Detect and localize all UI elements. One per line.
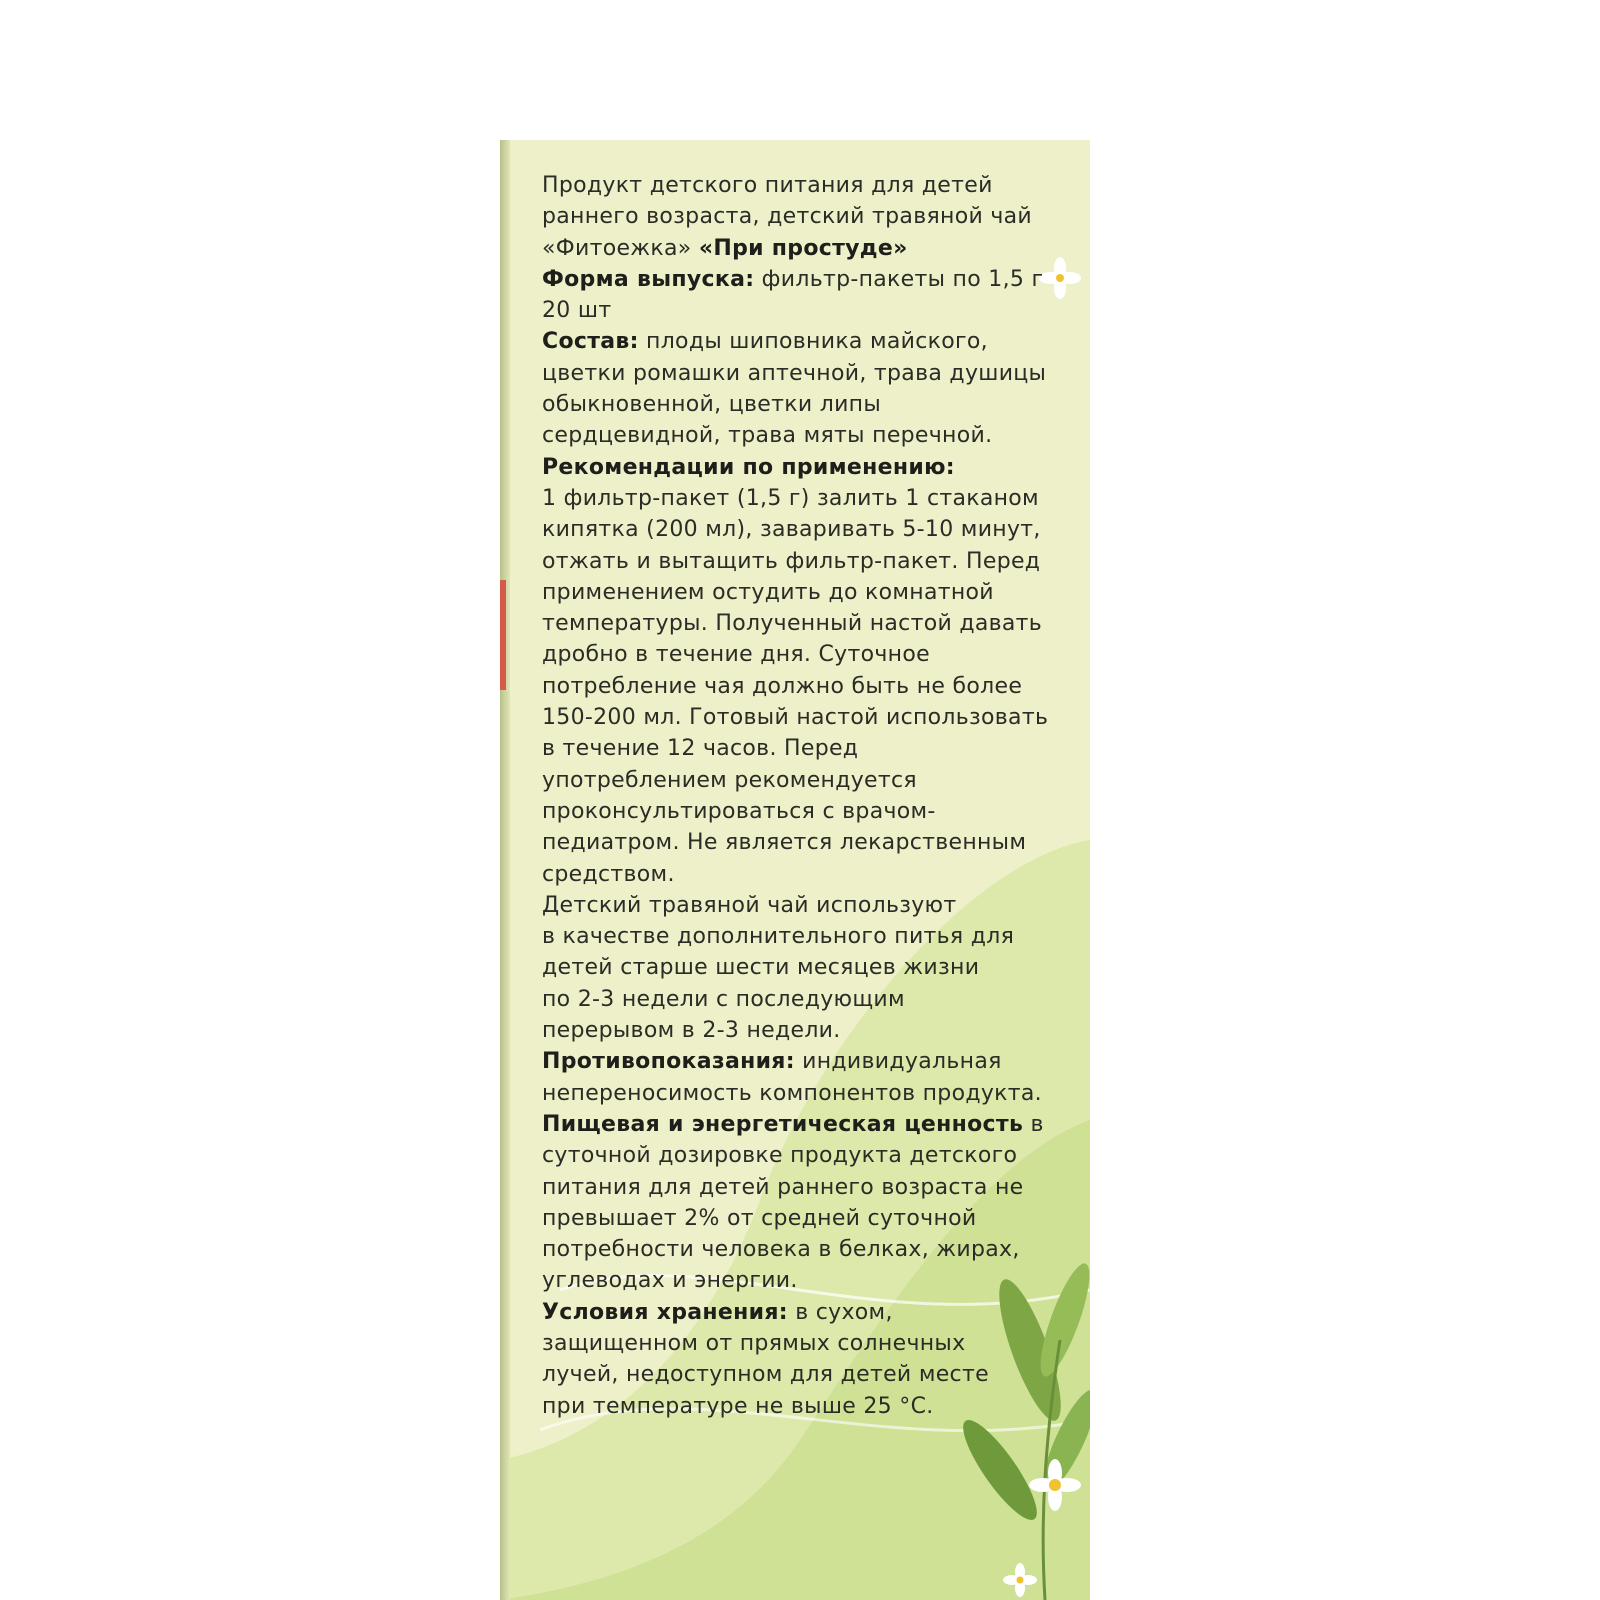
form-value: фильтр-пакеты по 1,5 г xyxy=(761,266,1044,292)
usage-line: в течение 12 часов. Перед xyxy=(542,736,859,762)
usage-label-line xyxy=(542,452,1087,483)
usage-line: потребление чая должно быть не более xyxy=(542,673,1023,699)
title-line: раннего возраста, детский травяной чай xyxy=(542,204,1033,230)
children-line: Детский травяной чай используют xyxy=(542,892,957,918)
storage-value: в сухом, xyxy=(795,1299,893,1325)
product-description-text xyxy=(542,170,1087,1422)
nutrition-line: потребности человека в белках, жирах, xyxy=(542,1237,1020,1263)
nutrition-value: в xyxy=(1030,1111,1044,1137)
form-block xyxy=(542,264,1087,327)
contraindications-block xyxy=(542,1046,1087,1109)
usage-line: отжать и вытащить фильтр-пакет. Перед xyxy=(542,548,1041,574)
usage-line: применением остудить до комнатной xyxy=(542,579,994,605)
composition-block xyxy=(542,326,1087,451)
children-block xyxy=(542,890,1087,1046)
composition-line xyxy=(542,326,1087,357)
box-red-edge-accent xyxy=(500,580,506,690)
composition-line: обыкновенной, цветки липы xyxy=(542,392,882,418)
storage-line: при температуре не выше 25 °C. xyxy=(542,1393,934,1419)
nutrition-label: Пищевая и энергетическая ценность xyxy=(542,1111,1024,1137)
contra-line xyxy=(542,1046,1087,1077)
product-variant: «При простуде» xyxy=(698,235,908,261)
form-label: Форма выпуска: xyxy=(542,266,755,292)
form-line xyxy=(542,264,1087,295)
form-line: 20 шт xyxy=(542,298,612,324)
usage-line: проконсультироваться с врачом- xyxy=(542,798,936,824)
box-left-edge xyxy=(500,140,510,1600)
nutrition-line xyxy=(542,1109,1087,1140)
tea-box-side-panel xyxy=(500,140,1090,1600)
usage-line: температуры. Полученный настой давать xyxy=(542,611,1043,637)
usage-line: 150-200 мл. Готовый настой использовать xyxy=(542,705,1049,731)
nutrition-line: суточной дозировке продукта детского xyxy=(542,1143,1018,1169)
storage-block xyxy=(542,1297,1087,1422)
brand-name: «Фитоежка» xyxy=(542,235,692,261)
nutrition-line: превышает 2% от средней суточной xyxy=(542,1205,977,1231)
children-line: по 2-3 недели с последующим xyxy=(542,986,905,1012)
storage-line xyxy=(542,1297,1087,1328)
nutrition-block xyxy=(542,1109,1087,1297)
nutrition-line: питания для детей раннего возраста не xyxy=(542,1174,1024,1200)
storage-line: защищенном от прямых солнечных xyxy=(542,1330,966,1356)
usage-line: педиатром. Не является лекарственным xyxy=(542,830,1027,856)
composition-label: Состав: xyxy=(542,329,639,355)
contra-value: индивидуальная xyxy=(802,1049,1002,1075)
usage-block xyxy=(542,452,1087,890)
contra-line: непереносимость компонентов продукта. xyxy=(542,1080,1042,1106)
children-line: перерывом в 2-3 недели. xyxy=(542,1018,841,1044)
children-line: в качестве дополнительного питья для xyxy=(542,924,1015,950)
children-line: детей старше шести месяцев жизни xyxy=(542,955,980,981)
storage-label: Условия хранения: xyxy=(542,1299,788,1325)
title-block xyxy=(542,170,1087,264)
title-line xyxy=(542,233,1087,264)
usage-line: употреблением рекомендуется xyxy=(542,767,917,793)
usage-line: дробно в течение дня. Суточное xyxy=(542,642,930,668)
composition-line: сердцевидной, трава мяты перечной. xyxy=(542,423,993,449)
title-line: Продукт детского питания для детей xyxy=(542,173,993,198)
composition-line: цветки ромашки аптечной, трава душицы xyxy=(542,360,1047,386)
usage-line: 1 фильтр-пакет (1,5 г) залить 1 стаканом xyxy=(542,485,1039,511)
usage-label: Рекомендации по применению: xyxy=(542,454,955,480)
storage-line: лучей, недоступном для детей месте xyxy=(542,1362,989,1388)
composition-value: плоды шиповника майского, xyxy=(646,329,988,355)
usage-line: средством. xyxy=(542,861,675,887)
contra-label: Противопоказания: xyxy=(542,1049,795,1075)
usage-line: кипятка (200 мл), заваривать 5-10 минут, xyxy=(542,517,1041,543)
nutrition-line: углеводах и энергии. xyxy=(542,1268,798,1294)
